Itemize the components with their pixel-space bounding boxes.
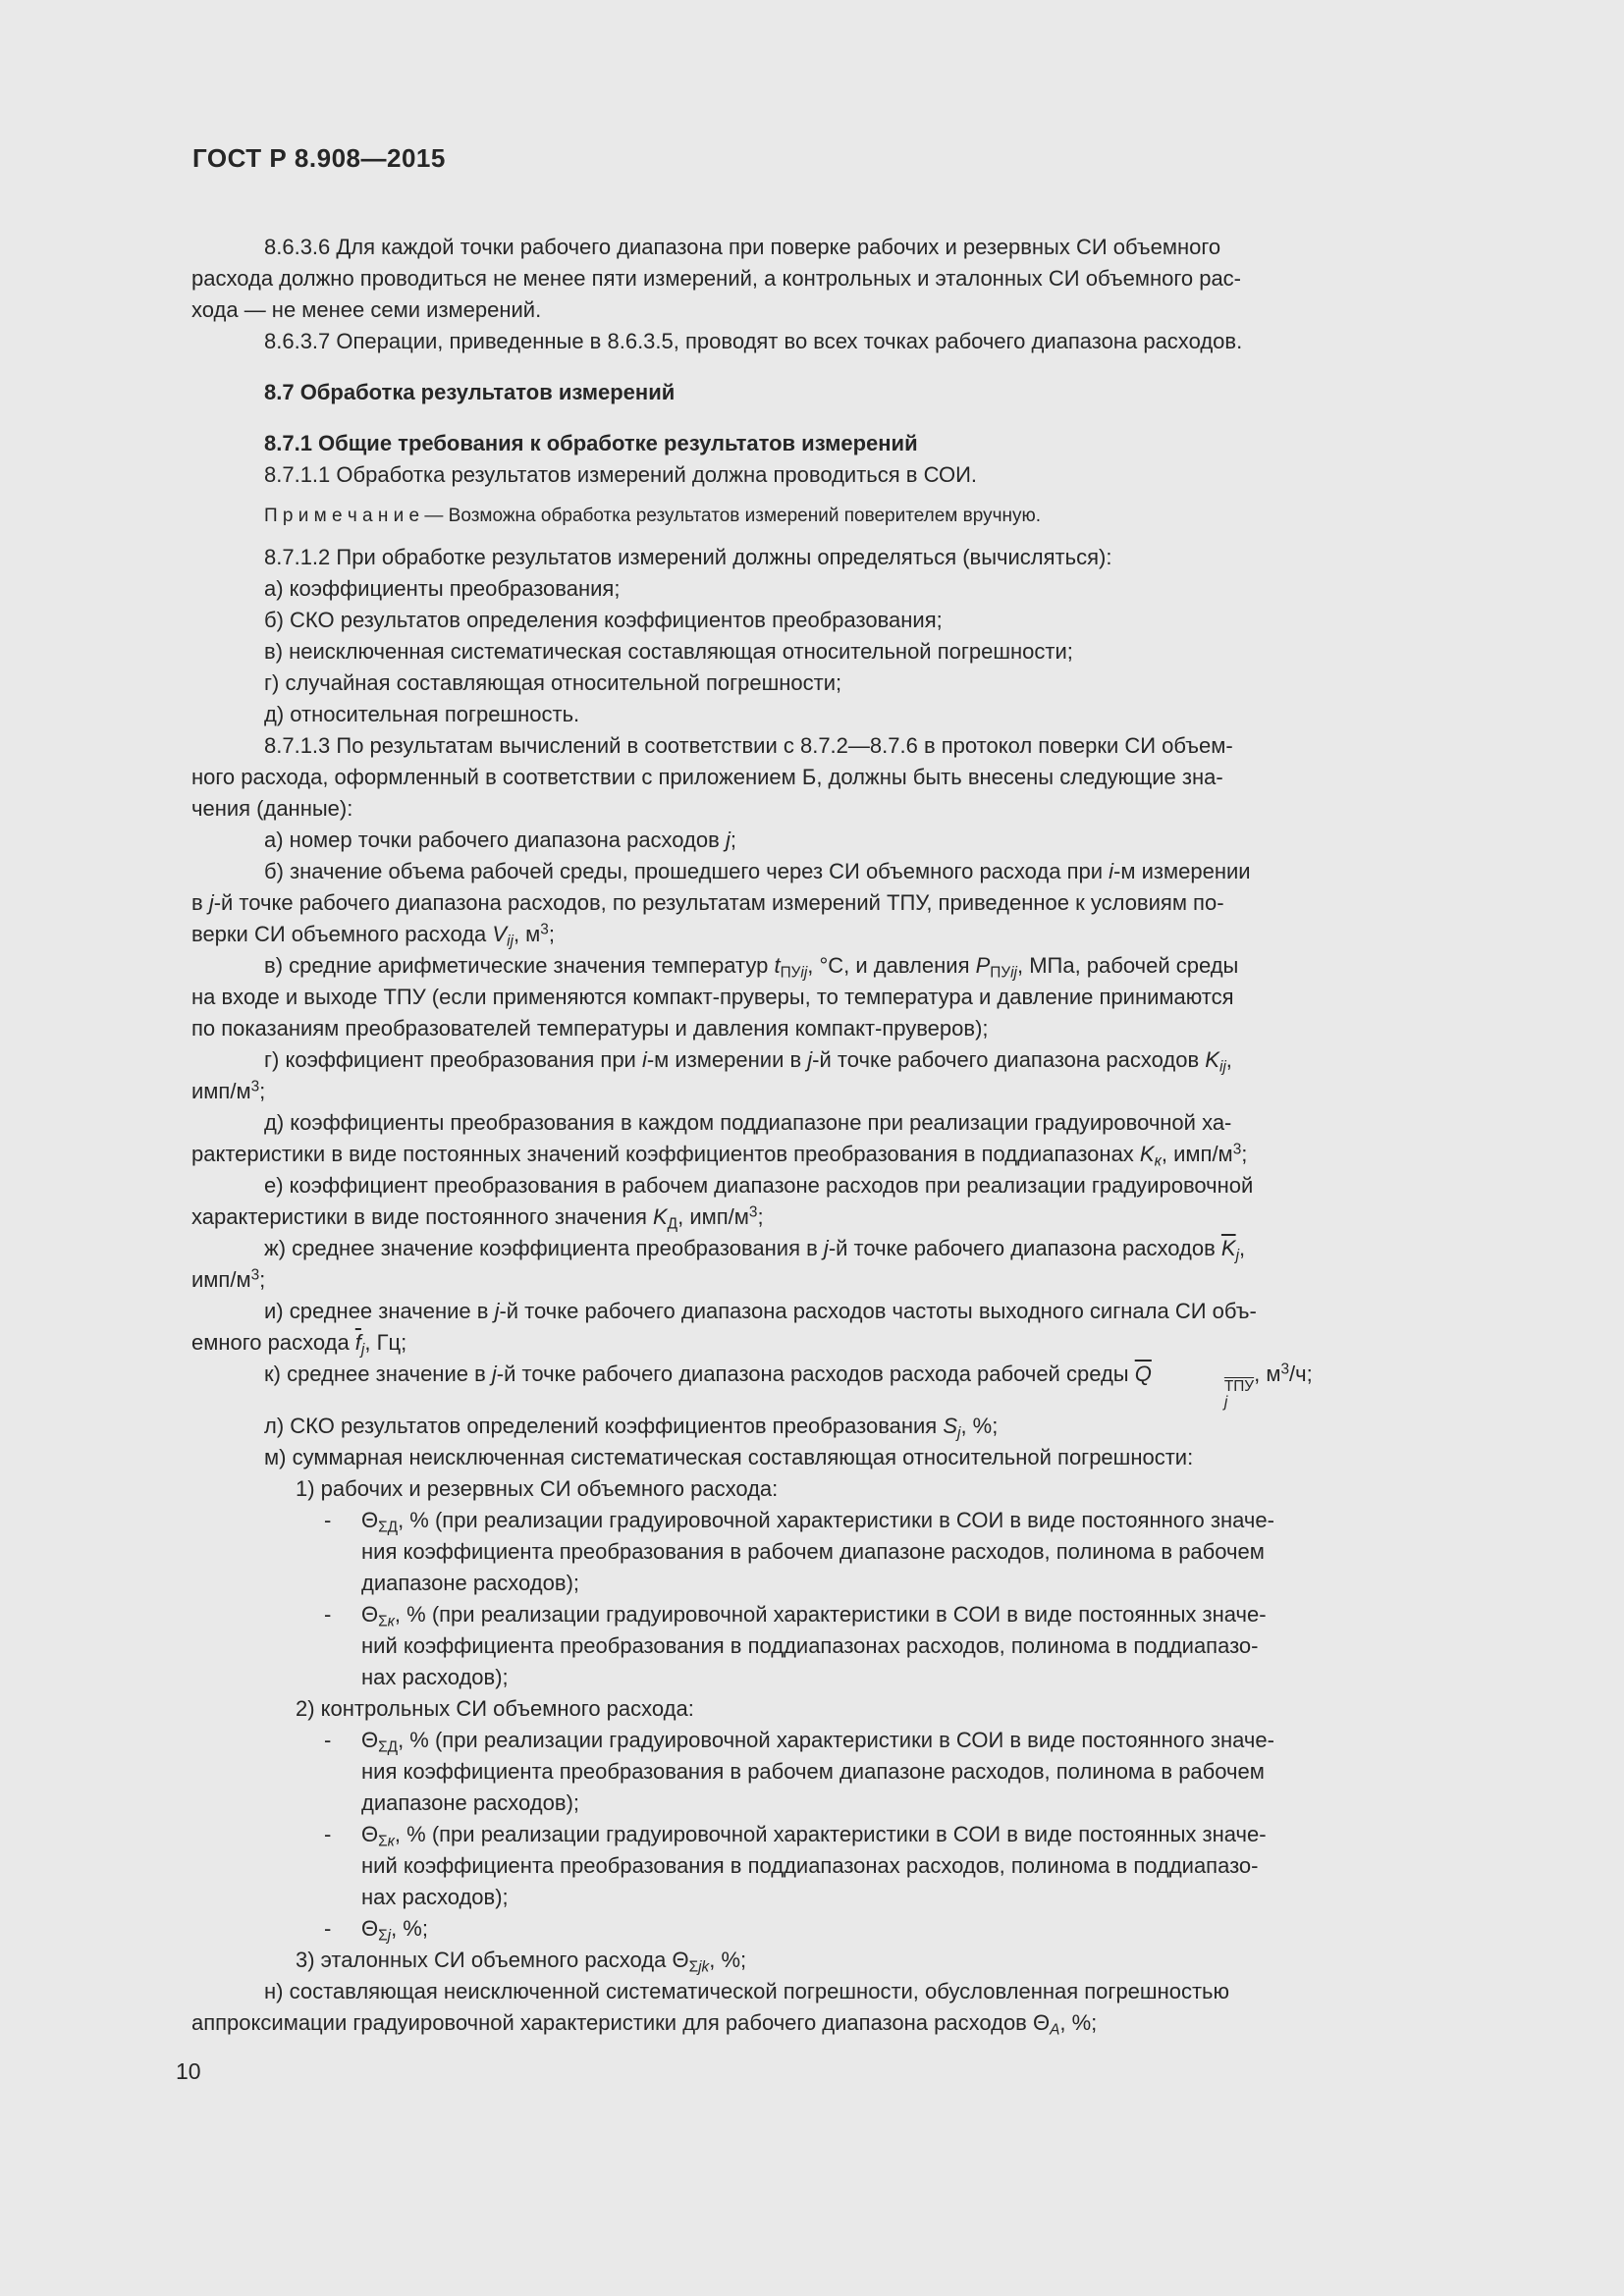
text-run: по показаниям преобразователей температуры и давления компакт-пруверов);: [191, 1016, 989, 1041]
text-run: Θ: [361, 1601, 379, 1627]
text-run: ij: [800, 964, 808, 982]
text-run: А: [1050, 2021, 1060, 2039]
text-run: i: [1109, 859, 1114, 883]
text-run: ;: [757, 1204, 764, 1229]
text-run: Θ: [672, 1947, 689, 1972]
text-run: ΣД: [378, 1738, 399, 1756]
text-run: K: [1139, 1142, 1155, 1166]
dash-item-2c: [324, 1913, 1507, 1945]
text-run: н) составляющая неисключенной систематической погрешности, обусловленная погрешностью: [264, 1978, 1229, 2003]
text-run: 3: [748, 1203, 758, 1221]
text-run: , м: [1254, 1362, 1281, 1386]
text-run: характеристики в виде постоянного значения: [191, 1204, 653, 1229]
text-run: аппроксимации градуировочной характеристики для рабочего диапазона расходов: [191, 2009, 1033, 2035]
text-run: диапазоне расходов);: [361, 1570, 580, 1595]
sub-item-2: [296, 1693, 1507, 1725]
text-run: j: [387, 1927, 392, 1945]
text-run: ij: [1218, 1058, 1226, 1076]
text-run: нах расходов);: [361, 1884, 509, 1909]
dash-item-2b: [324, 1819, 1507, 1913]
list-item-g2: [191, 1044, 1507, 1107]
text-run: расхода должно проводиться не менее пяти измерений, а контрольных и эталонных СИ объемного рас-: [191, 266, 1242, 291]
text-run: -й точке рабочего диапазона расходов: [828, 1236, 1221, 1260]
document-content: [191, 232, 1507, 2039]
heading-8-7-1: [191, 428, 1507, 459]
text-run: -м измерении: [1113, 859, 1251, 883]
text-run: к: [1154, 1152, 1162, 1170]
text-run: t: [774, 953, 781, 978]
list-item-d1: [191, 699, 1507, 730]
para-8-7-1-3: [191, 730, 1507, 825]
text-run: -й точке рабочего диапазона расходов, по результатам измерений ТПУ, приведенное к условиям по-: [213, 890, 1224, 915]
text-run: и) среднее значение в: [264, 1299, 495, 1323]
text-run: ний коэффициента преобразования в поддиапазонах расходов, полинома в поддиапазо-: [361, 1632, 1259, 1658]
text-run: $\overline{Q}$: [1134, 1362, 1152, 1386]
text-run: чения (данные):: [191, 796, 353, 821]
text-run: ;: [259, 1267, 266, 1292]
text-run: 8.6.3.6 Для каждой точки рабочего диапазона при поверке рабочих и резервных СИ объемного: [264, 235, 1221, 259]
list-item-a1: [191, 573, 1507, 605]
text-run: , имп/м: [677, 1204, 749, 1229]
text-run: Θ: [361, 1915, 379, 1941]
list-item-m2: [191, 1442, 1507, 1473]
text-run: 3: [1232, 1141, 1242, 1158]
text-run: д) коэффициенты преобразования в каждом поддиапазоне при реализации градуировочной ха-: [264, 1110, 1232, 1135]
list-item-g1: [191, 667, 1507, 699]
text-run: 8.7.1 Общие требования к обработке результатов измерений: [264, 431, 918, 455]
text-run: 3: [250, 1266, 260, 1284]
para-8-7-1-2: [191, 542, 1507, 573]
text-run: , % (при реализации градуировочной характеристики в СОИ в виде постоянных значе-: [394, 1601, 1267, 1627]
text-run: л) СКО результатов определений коэффициентов преобразования: [264, 1413, 944, 1438]
text-run: ния коэффициента преобразования в рабочем диапазоне расходов, полинома в рабочем: [361, 1538, 1265, 1564]
text-run: б) СКО результатов определения коэффициентов преобразования;: [264, 608, 943, 632]
text-run: j: [494, 1299, 500, 1323]
dash-item-2a: [324, 1725, 1507, 1819]
text-run: ния коэффициента преобразования в рабочем диапазоне расходов, полинома в рабочем: [361, 1758, 1265, 1784]
document-header: ГОСТ Р 8.908—2015: [192, 143, 446, 173]
text-run: j: [807, 1047, 813, 1072]
text-run: д) относительная погрешность.: [264, 702, 580, 726]
text-run: , %;: [709, 1947, 747, 1972]
text-run: верки СИ объемного расхода: [191, 922, 493, 946]
text-run: ПУ: [780, 964, 801, 982]
text-run: ж) среднее значение коэффициента преобразования в: [264, 1236, 824, 1260]
text-run: V: [492, 922, 508, 946]
text-run: 1) рабочих и резервных СИ объемного расхода:: [296, 1475, 779, 1501]
text-run: K: [652, 1204, 668, 1229]
text-run: j: [823, 1236, 829, 1260]
list-item-a2: [191, 825, 1507, 856]
list-item-b2: [191, 856, 1507, 950]
text-run: 2) контрольных СИ объемного расхода:: [296, 1695, 694, 1721]
text-run: г) случайная составляющая относительной погрешности;: [264, 670, 842, 695]
text-run: , % (при реализации градуировочной характеристики в СОИ в виде постоянных значе-: [394, 1821, 1267, 1846]
text-run: в) средние арифметические значения температур: [264, 953, 775, 978]
text-run: имп/м: [191, 1079, 251, 1103]
list-item-d2: [191, 1107, 1507, 1170]
text-run: 3) эталонных СИ объемного расхода: [296, 1947, 673, 1972]
text-run: ij: [507, 933, 514, 950]
list-item-e2: [191, 1170, 1507, 1233]
text-run: ;: [548, 922, 555, 946]
text-run: 8.7.1.3 По результатам вычислений в соответствии с 8.7.2—8.7.6 в протокол поверки СИ объем-: [264, 733, 1233, 758]
text-run: рактеристики в виде постоянных значений коэффициентов преобразования в поддиапазонах: [191, 1142, 1140, 1166]
text-run: хода — не менее семи измерений.: [191, 297, 542, 322]
text-run: емного расхода: [191, 1330, 355, 1355]
text-run: -й точке рабочего диапазона расходов: [812, 1047, 1206, 1072]
text-run: Σ: [378, 1613, 388, 1630]
stacked-sub-sup: ТПУ j: [1223, 1377, 1255, 1411]
note: [191, 504, 1507, 529]
text-run: , %;: [391, 1915, 428, 1941]
sub-item-1: [296, 1473, 1507, 1505]
list-item-zh2: [191, 1233, 1507, 1296]
heading-8-7: [191, 377, 1507, 408]
text-run: к: [387, 1613, 395, 1630]
page-number: 10: [176, 2058, 201, 2084]
text-run: , %;: [960, 1413, 999, 1438]
text-run: Θ: [361, 1507, 379, 1532]
text-run: Θ: [1032, 2009, 1051, 2035]
text-run: ij: [1010, 964, 1017, 982]
text-run: ΣД: [378, 1519, 399, 1536]
para-8-6-3-6: [191, 232, 1507, 326]
text-run: а) номер точки рабочего диапазона расходов: [264, 828, 726, 852]
text-run: P: [975, 953, 991, 978]
text-run: $\overline{f}$: [354, 1330, 361, 1355]
text-run: ного расхода, оформленный в соответствии с приложением Б, должны быть внесены следующие зна-: [191, 765, 1223, 789]
text-run: ,: [1225, 1047, 1232, 1072]
text-run: б) значение объема рабочей среды, прошедшего через СИ объемного расхода при: [264, 859, 1110, 883]
dash-item-1a: [324, 1505, 1507, 1599]
text-run: j: [725, 828, 731, 852]
text-run: 3: [540, 921, 549, 938]
text-run: е) коэффициент преобразования в рабочем диапазоне расходов при реализации градуировочной: [264, 1173, 1254, 1198]
text-run: -м измерении в: [646, 1047, 808, 1072]
para-8-6-3-7: [191, 326, 1507, 357]
text-run: имп/м: [191, 1267, 251, 1292]
text-run: S: [943, 1413, 958, 1438]
text-run: Д: [667, 1215, 678, 1233]
text-run: ;: [259, 1079, 266, 1103]
text-run: 8.7.1.1 Обработка результатов измерений должна проводиться в СОИ.: [264, 462, 978, 487]
text-run: $\overline{K}$: [1220, 1236, 1236, 1260]
text-run: , % (при реализации градуировочной характеристики в СОИ в виде постоянного значе-: [398, 1507, 1274, 1532]
dash-item-1b: [324, 1599, 1507, 1693]
text-run: K: [1205, 1047, 1219, 1072]
text-run: в: [191, 890, 209, 915]
text-run: j: [1235, 1247, 1240, 1264]
text-run: Σ: [688, 1958, 699, 1976]
text-run: 8.7 Обработка результатов измерений: [264, 380, 676, 404]
text-run: , имп/м: [1161, 1142, 1233, 1166]
text-run: -й точке рабочего диапазона расходов расхода рабочей среды: [496, 1362, 1135, 1386]
text-run: к: [387, 1833, 395, 1850]
text-run: м) суммарная неисключенная систематическая составляющая относительной погрешности:: [264, 1444, 1194, 1469]
list-item-k2: [191, 1359, 1507, 1411]
list-item-v1: [191, 636, 1507, 667]
list-item-i2: [191, 1296, 1507, 1359]
text-run: ,: [1239, 1236, 1246, 1260]
list-item-l2: [191, 1411, 1507, 1442]
text-run: i: [641, 1047, 647, 1072]
text-run: , Гц;: [364, 1330, 407, 1355]
text-run: j: [491, 1362, 497, 1386]
text-run: -й точке рабочего диапазона расходов частоты выходного сигнала СИ объ-: [499, 1299, 1257, 1323]
text-run: к) среднее значение в: [264, 1362, 492, 1386]
text-run: 3: [250, 1078, 260, 1095]
text-run: на входе и выходе ТПУ (если применяются компакт-пруверы, то температура и давление принимаются: [191, 985, 1234, 1009]
text-run: j: [957, 1424, 961, 1442]
text-run: ;: [730, 828, 736, 852]
text-run: г) коэффициент преобразования при: [264, 1047, 642, 1072]
text-run: , % (при реализации градуировочной характеристики в СОИ в виде постоянного значе-: [398, 1727, 1274, 1752]
text-run: в) неисключенная систематическая составляющая относительной погрешности;: [264, 639, 1073, 664]
text-run: ПУ: [990, 964, 1011, 982]
text-run: ний коэффициента преобразования в поддиапазонах расходов, полинома в поддиапазо-: [361, 1852, 1259, 1878]
para-8-7-1-1: [191, 459, 1507, 491]
text-run: , м: [513, 922, 541, 946]
text-run: ;: [1241, 1142, 1248, 1166]
text-run: /ч;: [1289, 1362, 1313, 1386]
text-run: jk: [698, 1958, 710, 1976]
text-run: 8.6.3.7 Операции, приведенные в 8.6.3.5, проводят во всех точках рабочего диапазона расходов.: [264, 329, 1243, 353]
text-run: , %;: [1059, 2009, 1098, 2035]
text-run: Θ: [361, 1821, 379, 1846]
text-run: П р и м е ч а н и е — Возможна обработка результатов измерений поверителем вручную.: [264, 506, 1041, 526]
text-run: 3: [1280, 1361, 1290, 1378]
sub-item-3: [296, 1945, 1507, 1976]
text-run: j: [360, 1341, 365, 1359]
text-run: Θ: [361, 1727, 379, 1752]
text-run: а) коэффициенты преобразования;: [264, 576, 621, 601]
text-run: Σ: [378, 1833, 388, 1850]
text-run: , °С, и давления: [807, 953, 976, 978]
text-run: Σ: [378, 1927, 388, 1945]
text-run: j: [208, 890, 214, 915]
text-run: , МПа, рабочей среды: [1016, 953, 1239, 978]
text-run: диапазоне расходов);: [361, 1789, 580, 1815]
text-run: нах расходов);: [361, 1664, 509, 1689]
text-run: 8.7.1.2 При обработке результатов измерений должны определяться (вычисляться):: [264, 545, 1112, 569]
list-item-n2: [191, 1976, 1507, 2039]
list-item-b1: [191, 605, 1507, 636]
list-item-v2: [191, 950, 1507, 1044]
